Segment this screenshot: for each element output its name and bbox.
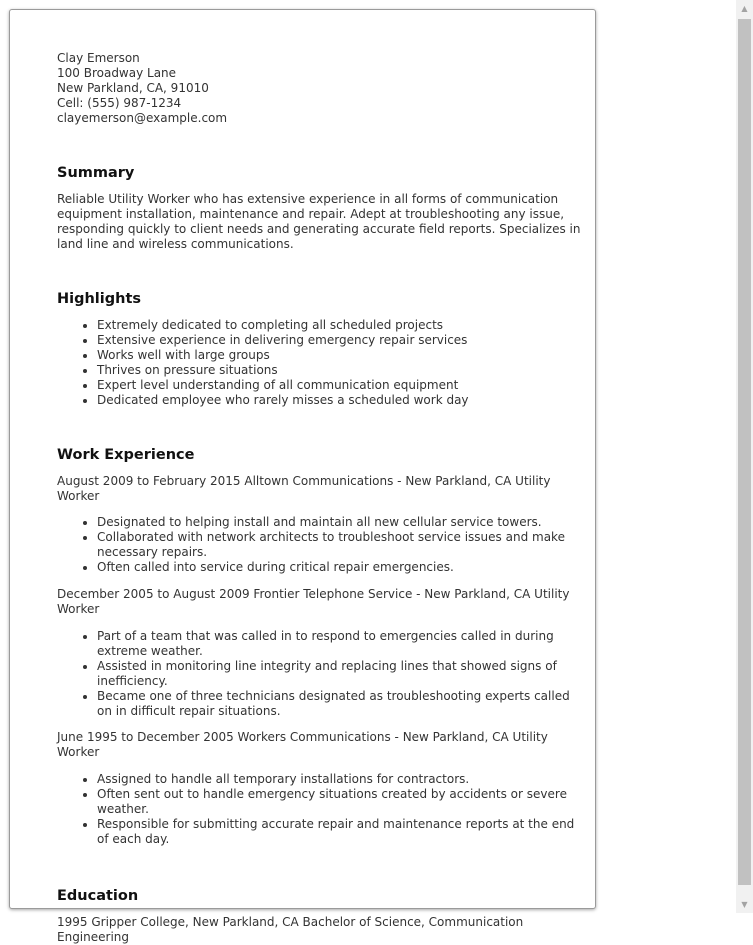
scrollbar-thumb[interactable]	[738, 19, 751, 885]
list-item: • Often called into service during critical repair emergencies.	[97, 560, 587, 575]
list-item: • Extremely dedicated to completing all scheduled projects	[97, 318, 587, 333]
experience-section	[57, 446, 587, 847]
education-section	[57, 887, 587, 945]
job-bullets	[57, 629, 587, 719]
list-item: • Expert level understanding of all communication equipment	[97, 378, 587, 393]
contact-phone: Cell: (555) 987-1234	[57, 96, 182, 110]
list-item: • Assigned to handle all temporary installations for contractors.	[97, 772, 587, 787]
list-item: • Extensive experience in delivering emergency repair services	[97, 333, 587, 348]
summary-text: Reliable Utility Worker who has extensive experience in all forms of communication equipment installation, maintenance and repair. Adept at troubleshooting any issue, responding quickly to client needs and generating accurate field reports. Specializes in land line and wireless communications.	[57, 192, 581, 251]
job-header: June 1995 to December 2005 Workers Communications - New Parkland, CA Utility Worker	[57, 730, 548, 759]
job-entry	[57, 474, 587, 575]
list-item: • Collaborated with network architects to troubleshoot service issues and make necessary repairs.	[97, 530, 587, 560]
list-item: • Often sent out to handle emergency situations created by accidents or severe weather.	[97, 787, 587, 817]
contact-block	[57, 51, 587, 126]
vertical-scrollbar[interactable]	[736, 0, 753, 913]
highlights-section	[57, 290, 587, 408]
contact-city: New Parkland, CA, 91010	[57, 81, 209, 95]
arrow-up-icon[interactable]: ▲	[741, 4, 748, 13]
resume-content	[57, 50, 587, 945]
list-item: • Responsible for submitting accurate repair and maintenance reports at the end of each day.	[97, 817, 587, 847]
highlights-list	[57, 318, 587, 408]
experience-title: Work Experience	[57, 447, 195, 463]
list-item: • Designated to helping install and maintain all new cellular service towers.	[97, 515, 587, 530]
list-item: • Part of a team that was called in to respond to emergencies called in during extreme weather.	[97, 629, 587, 659]
list-item: • Thrives on pressure situations	[97, 363, 587, 378]
contact-name: Clay Emerson	[57, 51, 140, 65]
list-item: • Works well with large groups	[97, 348, 587, 363]
job-bullets	[57, 515, 587, 575]
job-header: August 2009 to February 2015 Alltown Communications - New Parkland, CA Utility Worker	[57, 474, 551, 503]
list-item: • Became one of three technicians designated as troubleshooting experts called on in difficult repair situations.	[97, 689, 587, 719]
summary-title: Summary	[57, 165, 135, 181]
job-bullets	[57, 772, 587, 847]
highlights-title: Highlights	[57, 291, 142, 307]
job-header: December 2005 to August 2009 Frontier Telephone Service - New Parkland, CA Utility Worker	[57, 587, 570, 616]
list-item: • Dedicated employee who rarely misses a scheduled work day	[97, 393, 587, 408]
contact-address: 100 Broadway Lane	[57, 66, 177, 80]
job-entry	[57, 587, 587, 719]
list-item: • Assisted in monitoring line integrity and replacing lines that showed signs of inefficiency.	[97, 659, 587, 689]
summary-section	[57, 164, 587, 252]
job-entry	[57, 730, 587, 847]
contact-email: clayemerson@example.com	[57, 111, 228, 125]
resume-page	[9, 9, 596, 944]
arrow-down-icon[interactable]: ▼	[741, 900, 748, 909]
education-text: 1995 Gripper College, New Parkland, CA Bachelor of Science, Communication Engineering	[57, 915, 524, 944]
education-title: Education	[57, 888, 139, 904]
